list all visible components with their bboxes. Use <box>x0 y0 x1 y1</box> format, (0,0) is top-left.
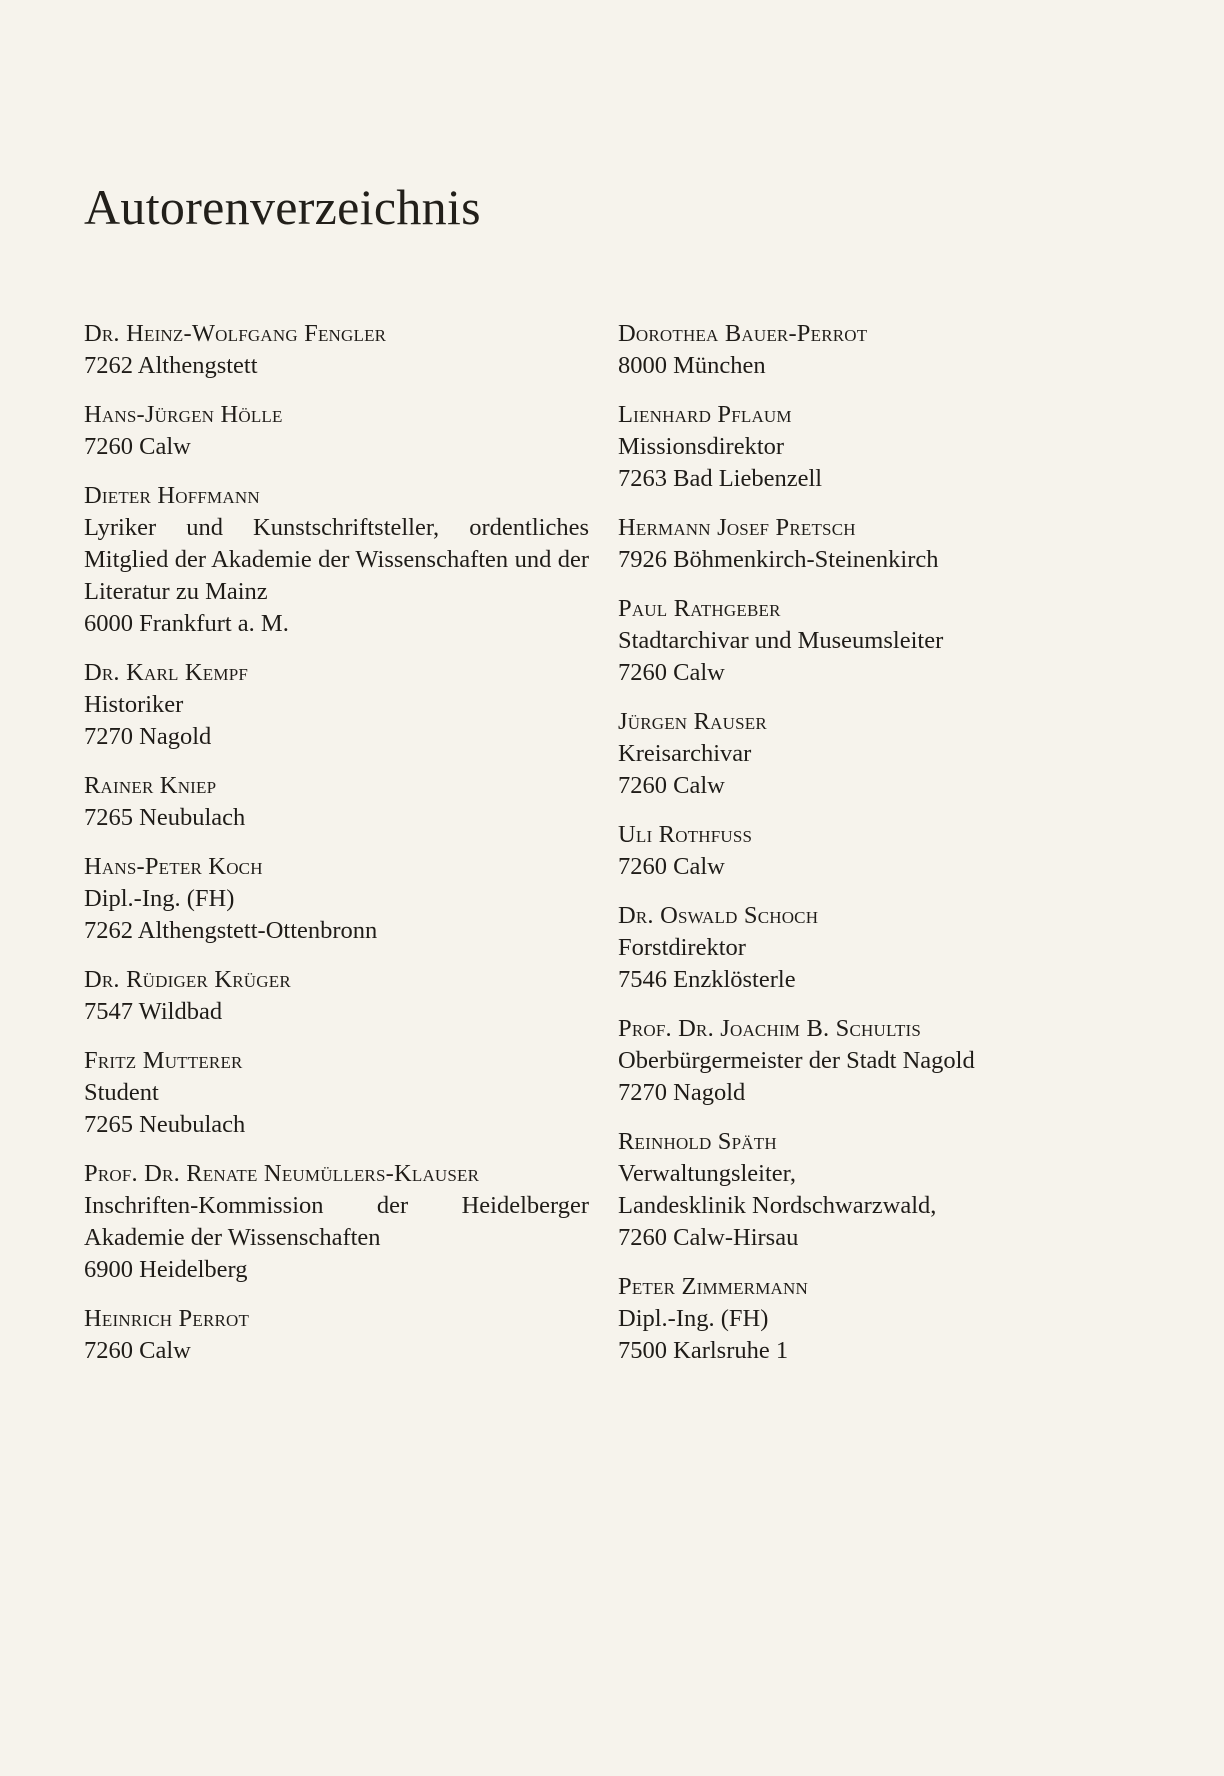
author-address: 7260 Calw <box>618 853 725 880</box>
author-address: 7263 Bad Liebenzell <box>618 465 823 492</box>
author-title: Dr. <box>84 320 127 347</box>
author-title: Prof. Dr. <box>84 1160 187 1187</box>
author-entry <box>84 964 589 1028</box>
author-name-text: Reinhold Späth <box>618 1128 777 1155</box>
author-entry <box>618 1271 1123 1367</box>
author-address: 7265 Neubulach <box>84 804 246 831</box>
author-name <box>618 593 1123 625</box>
author-name-text: Rainer Kniep <box>84 772 217 799</box>
author-entry <box>618 1126 1123 1254</box>
author-title: Dr. <box>618 902 661 929</box>
author-role: Verwaltungsleiter, <box>618 1160 796 1187</box>
author-role: Student <box>84 1079 159 1106</box>
author-address: 7546 Enzklösterle <box>618 966 796 993</box>
author-address: 8000 München <box>618 352 766 379</box>
author-entry <box>84 657 589 753</box>
author-role: Stadtarchivar und Museumsleiter <box>618 627 944 654</box>
author-address: 7260 Calw-Hirsau <box>618 1224 799 1251</box>
author-address: 7270 Nagold <box>84 723 212 750</box>
author-name <box>618 819 1123 851</box>
author-name <box>84 770 589 802</box>
author-name <box>84 1303 589 1335</box>
author-name <box>618 1271 1123 1303</box>
author-entry <box>84 851 589 947</box>
author-entry <box>618 399 1123 495</box>
author-name <box>84 657 589 689</box>
author-list-left <box>84 318 589 1384</box>
author-institution: Landesklinik Nordschwarzwald, <box>618 1192 937 1219</box>
author-role: Dipl.-Ing. (FH) <box>84 885 235 912</box>
author-name <box>618 512 1123 544</box>
author-name-text: Heinz-Wolfgang Fengler <box>126 320 387 347</box>
author-name <box>618 1126 1123 1158</box>
author-name-text: Peter Zimmermann <box>618 1273 808 1300</box>
author-name <box>618 318 1123 350</box>
author-role: Dipl.-Ing. (FH) <box>618 1305 769 1332</box>
author-list-right <box>618 318 1123 1384</box>
author-role: Oberbürgermeister der Stadt Nagold <box>618 1047 975 1074</box>
author-entry <box>84 318 589 382</box>
author-address: 7260 Calw <box>618 772 725 799</box>
author-title: Dr. <box>84 659 127 686</box>
author-name <box>84 1158 589 1190</box>
author-name-text: Joachim B. Schultis <box>720 1015 922 1042</box>
author-address: 7260 Calw <box>618 659 725 686</box>
author-role: Kreisarchivar <box>618 740 752 767</box>
author-name-text: Rüdiger Krüger <box>126 966 291 993</box>
author-name <box>618 706 1123 738</box>
author-name <box>618 399 1123 431</box>
author-address: 7260 Calw <box>84 1337 191 1364</box>
author-address: 7547 Wildbad <box>84 998 223 1025</box>
author-entry <box>618 1013 1123 1109</box>
author-role: Forstdirektor <box>618 934 746 961</box>
author-name <box>84 964 589 996</box>
author-name-text: Renate Neumüllers-Klauser <box>186 1160 480 1187</box>
author-entry <box>618 706 1123 802</box>
author-address: 6900 Heidelberg <box>84 1256 248 1283</box>
author-entry <box>618 593 1123 689</box>
author-entry <box>84 399 589 463</box>
author-name-text: Heinrich Perrot <box>84 1305 250 1332</box>
author-entry <box>618 318 1123 382</box>
author-address: 7265 Neubulach <box>84 1111 246 1138</box>
author-address: 7500 Karlsruhe 1 <box>618 1337 789 1364</box>
author-name-text: Paul Rathgeber <box>618 595 781 622</box>
author-role: Missionsdirektor <box>618 433 785 460</box>
author-description: Lyriker und Kunstschriftsteller, ordentliches Mitglied der Akademie der Wissenschaften und der Literatur zu Mainz <box>84 514 589 605</box>
author-name-text: Hermann Josef Pretsch <box>618 514 856 541</box>
author-name <box>618 1013 1123 1045</box>
author-entry <box>84 1303 589 1367</box>
author-name-text: Dorothea Bauer-Perrot <box>618 320 868 347</box>
author-entry <box>84 1045 589 1141</box>
author-entry <box>84 480 589 640</box>
author-name-text: Jürgen Rauser <box>618 708 767 735</box>
author-address: 7260 Calw <box>84 433 191 460</box>
author-name <box>84 1045 589 1077</box>
author-address: 7926 Böhmenkirch-Steinenkirch <box>618 546 939 573</box>
author-title: Dr. <box>84 966 127 993</box>
author-name-text: Dieter Hoffmann <box>84 482 260 509</box>
author-entry <box>618 512 1123 576</box>
author-role: Historiker <box>84 691 184 718</box>
author-entry <box>84 770 589 834</box>
author-name <box>84 851 589 883</box>
author-entry <box>618 900 1123 996</box>
author-name-text: Lienhard Pflaum <box>618 401 792 428</box>
author-name-text: Uli Rothfuss <box>618 821 753 848</box>
author-name <box>618 900 1123 932</box>
author-name <box>84 318 589 350</box>
author-name-text: Oswald Schoch <box>660 902 819 929</box>
author-title: Prof. Dr. <box>618 1015 721 1042</box>
author-name-text: Karl Kempf <box>126 659 249 686</box>
author-address: 6000 Frankfurt a. M. <box>84 610 289 637</box>
author-entry <box>618 819 1123 883</box>
author-name <box>84 399 589 431</box>
author-name-text: Hans-Peter Koch <box>84 853 263 880</box>
author-address: 7262 Althengstett-Ottenbronn <box>84 917 378 944</box>
author-address: 7270 Nagold <box>618 1079 746 1106</box>
author-address: 7262 Althengstett <box>84 352 258 379</box>
author-description: Inschriften-Kommission der Heidelberger Akademie der Wissenschaften <box>84 1192 589 1251</box>
author-entry <box>84 1158 589 1286</box>
author-name <box>84 480 589 512</box>
author-name-text: Hans-Jürgen Hölle <box>84 401 283 428</box>
page-title: Autorenverzeichnis <box>84 179 481 235</box>
author-name-text: Fritz Mutterer <box>84 1047 243 1074</box>
